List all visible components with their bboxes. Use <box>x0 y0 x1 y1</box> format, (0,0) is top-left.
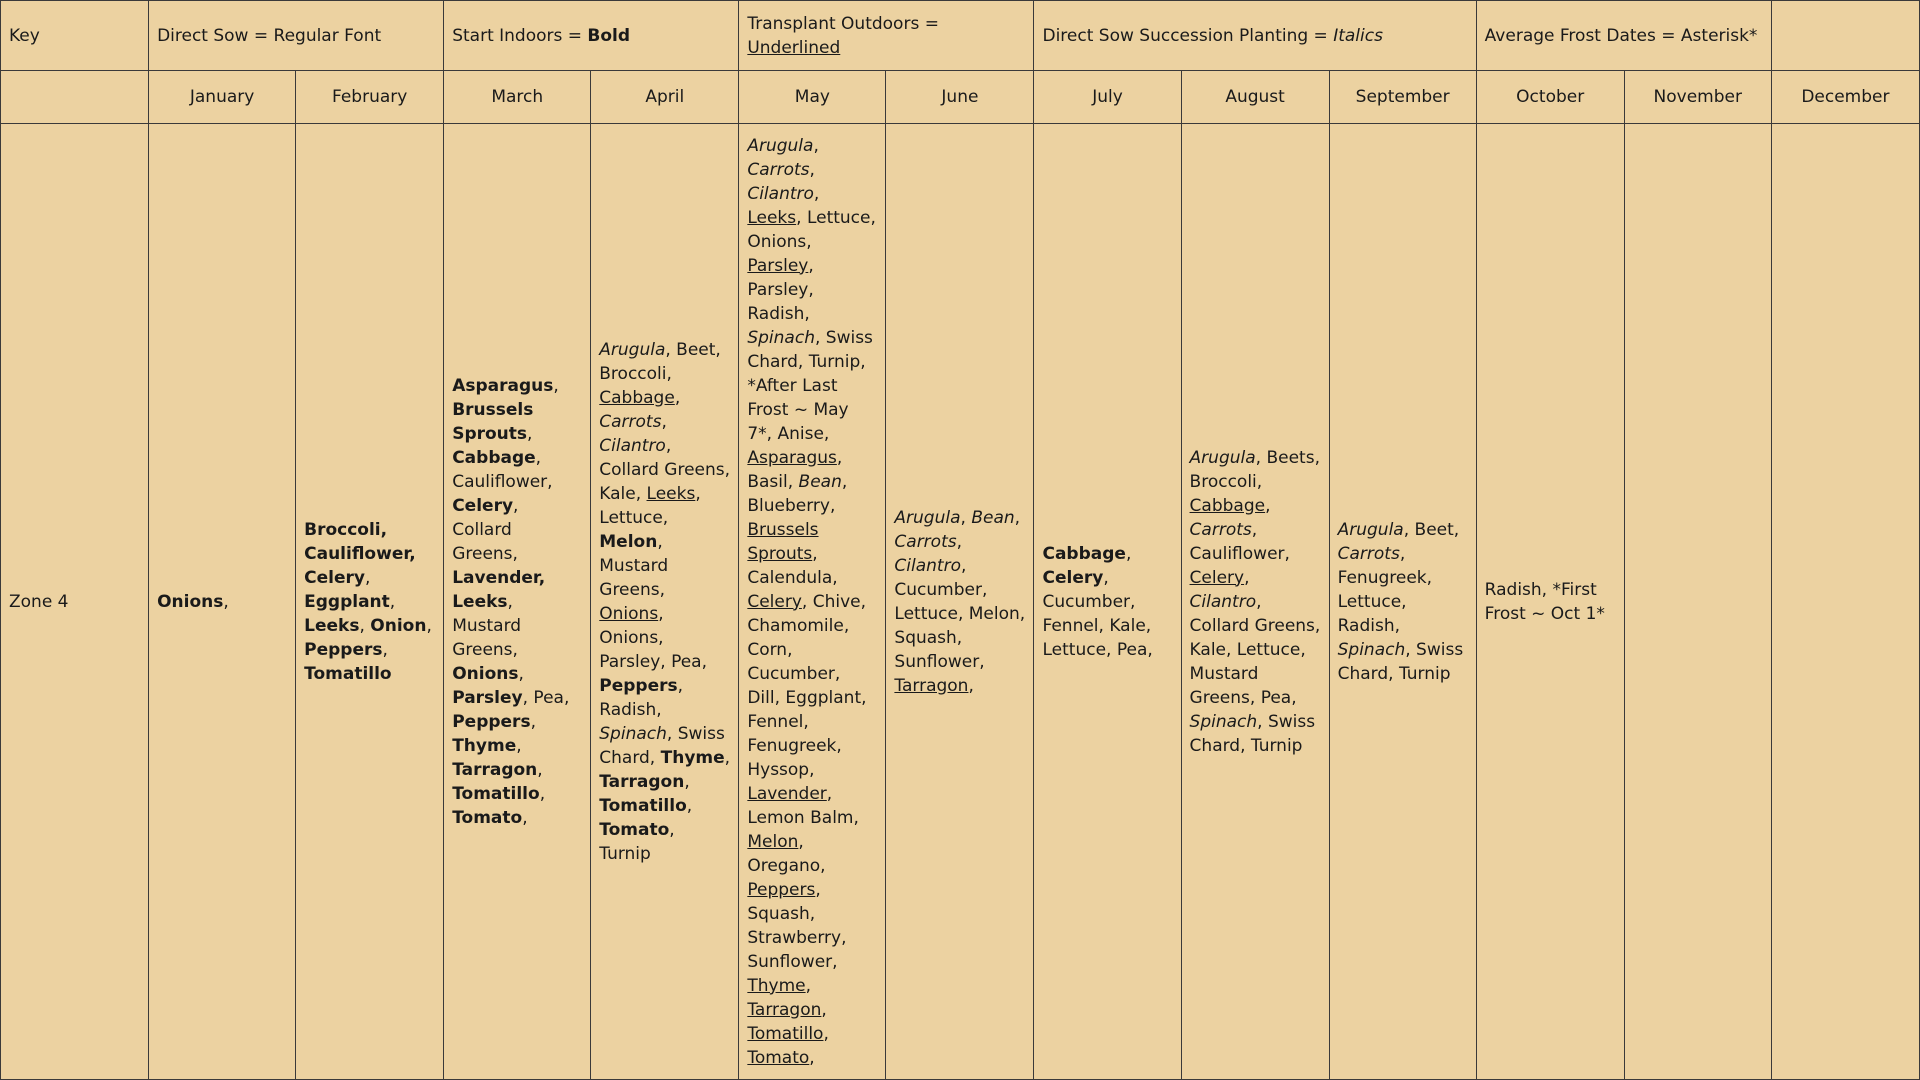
text-run: Cabbage <box>1189 495 1266 516</box>
key-start-indoors-cell <box>444 1 739 71</box>
text-run: Tomatillo <box>452 783 540 804</box>
text-run: Lavender, Leeks <box>452 567 546 612</box>
text-run: , <box>684 771 690 792</box>
text-run: Arugula <box>894 507 961 528</box>
text-run: , <box>553 375 559 396</box>
text-run: , Swiss Chard, Turnip <box>1189 711 1316 756</box>
text-run: , Cauliflower, <box>1189 519 1290 564</box>
text-run: Tomato <box>599 819 670 840</box>
text-run: , Radish, <box>599 675 684 720</box>
text-run: Tomatillo <box>747 1023 824 1044</box>
text-run: Bean <box>971 507 1015 528</box>
text-run: Lavender <box>747 783 827 804</box>
key-transplant-outdoors-cell <box>739 1 1034 71</box>
text-run: Tarragon <box>894 675 969 696</box>
zone-cell-november <box>1624 124 1771 1080</box>
month-header-april: April <box>591 71 739 124</box>
text-run: , Swiss Chard, <box>599 723 725 768</box>
text-run: , <box>527 423 533 444</box>
text-run: , Mustard Greens, <box>452 591 522 660</box>
key-frost-dates <box>1485 26 1758 46</box>
plant-list-january <box>157 592 229 612</box>
text-run: Cabbage <box>452 447 536 468</box>
month-header-september: September <box>1329 71 1476 124</box>
text-run: Cilantro <box>747 183 814 204</box>
text-run: Celery <box>452 495 514 516</box>
text-run: , Calendula, <box>747 543 838 588</box>
text-run: Cabbage <box>599 387 675 408</box>
text-run: , <box>813 135 819 156</box>
text-run: Carrots <box>894 531 957 552</box>
text-run: , <box>223 591 229 612</box>
text-run: , <box>539 783 546 804</box>
text-run: , Collard Greens, <box>452 495 519 564</box>
text-run: Carrots <box>1337 543 1400 564</box>
key-succession-planting <box>1042 26 1382 46</box>
text-run: Underlined <box>747 37 841 58</box>
text-run: Peppers <box>599 675 678 696</box>
zone-cell-july <box>1034 124 1181 1080</box>
zone-cell-april <box>591 124 739 1080</box>
text-run: , <box>426 615 432 636</box>
text-run: Spinach <box>747 327 815 348</box>
text-run: , Beet, <box>1403 519 1460 540</box>
text-run: Asparagus <box>747 447 837 468</box>
text-run: Spinach <box>1189 711 1258 732</box>
text-run: Arugula <box>1337 519 1404 540</box>
zone-cell-august <box>1181 124 1329 1080</box>
key-row <box>1 1 1920 71</box>
text-run: , <box>686 795 693 816</box>
text-run: , <box>389 591 396 612</box>
text-run: Carrots <box>1189 519 1252 540</box>
plant-list-february <box>304 520 432 684</box>
text-run: Bold <box>587 25 631 46</box>
text-run: Thyme <box>452 735 517 756</box>
text-run: , <box>530 711 536 732</box>
text-run: Cilantro <box>1189 591 1257 612</box>
text-run: , Beets, Broccoli, <box>1189 447 1320 492</box>
key-direct-sow <box>157 26 381 46</box>
plant-list-june <box>894 508 1025 696</box>
month-header-january: January <box>149 71 296 124</box>
text-run: , <box>960 507 972 528</box>
key-empty-cell <box>1771 1 1919 71</box>
text-run: Bean <box>798 471 842 492</box>
month-header-october: October <box>1476 71 1624 124</box>
text-run: Direct Sow = Regular Font <box>157 25 382 46</box>
text-run: Leeks <box>747 207 797 228</box>
month-header-june: June <box>886 71 1034 124</box>
text-run: Spinach <box>599 723 667 744</box>
text-run: , Cucumber, Fennel, Kale, Lettuce, Pea, <box>1042 567 1153 660</box>
text-run: Celery <box>1189 567 1245 588</box>
text-run: Thyme <box>747 975 806 996</box>
text-run: , <box>537 759 543 780</box>
text-run: Italics <box>1333 25 1383 46</box>
month-header-row <box>1 71 1920 124</box>
text-run: Key <box>9 25 40 46</box>
key-frost-dates-cell <box>1476 1 1771 71</box>
text-run: , <box>518 663 524 684</box>
zone-cell-january <box>149 124 296 1080</box>
text-run: Average Frost Dates = Asterisk* <box>1484 25 1758 46</box>
text-run: , Fenugreek, Lettuce, Radish, <box>1337 543 1433 636</box>
text-run: , Swiss Chard, Turnip <box>1337 639 1464 684</box>
text-run: , <box>823 1023 829 1044</box>
zone-cell-september <box>1329 124 1476 1080</box>
text-run: , <box>1265 495 1271 516</box>
key-label-cell <box>1 1 149 71</box>
text-run: Cabbage <box>1042 543 1126 564</box>
zone-label: Zone 4 <box>1 124 149 1080</box>
text-run: Cilantro <box>599 435 666 456</box>
text-run: Onions <box>157 591 224 612</box>
text-run: , Basil, <box>747 447 843 492</box>
text-run: , Onions, Parsley, Pea, <box>599 603 707 672</box>
text-run: , <box>522 807 528 828</box>
month-header-february: February <box>296 71 444 124</box>
text-run: , <box>364 567 371 588</box>
text-run: , Cauliflower, <box>452 447 553 492</box>
month-header-december: December <box>1771 71 1919 124</box>
plant-list-august <box>1190 448 1321 756</box>
text-run: , <box>359 615 371 636</box>
zone-cell-june <box>886 124 1034 1080</box>
month-header-november: November <box>1624 71 1771 124</box>
text-run: , Cucumber, Lettuce, Melon, Squash, Sunflower, <box>894 555 1026 672</box>
zone-cell-february <box>296 124 444 1080</box>
text-run: , <box>968 675 974 696</box>
zone-cell-may <box>739 124 886 1080</box>
text-run: Carrots <box>599 411 662 432</box>
text-run: Onions <box>599 603 659 624</box>
zone-cell-december <box>1771 124 1919 1080</box>
text-run: , <box>813 183 820 204</box>
text-run: , <box>1014 507 1021 528</box>
text-run: , Lettuce, <box>599 483 701 528</box>
text-run: , Swiss Chard, Turnip, *After Last Frost ~ May 7*, Anise, <box>747 327 873 444</box>
text-run: , <box>805 975 811 996</box>
key-direct-sow-cell <box>149 1 444 71</box>
text-run: Direct Sow Succession Planting = <box>1042 25 1334 46</box>
text-run: , Turnip <box>599 819 675 864</box>
zone-row <box>1 124 1920 1080</box>
text-run: Brussels Sprouts <box>452 399 534 444</box>
text-run: Onion <box>370 615 427 636</box>
month-header-corner <box>1 71 149 124</box>
key-transplant-outdoors <box>747 14 939 58</box>
text-run: , Parsley, Radish, <box>747 255 814 324</box>
text-run: , <box>809 1047 815 1068</box>
text-run: , <box>809 159 815 180</box>
text-run: , Blueberry, <box>747 471 848 516</box>
text-run: Arugula <box>747 135 814 156</box>
text-run: , <box>1125 543 1132 564</box>
text-run: Thyme <box>660 747 725 768</box>
text-run: , Collard Greens, Kale, <box>599 435 731 504</box>
text-run: Spinach <box>1337 639 1406 660</box>
text-run: Onions <box>452 663 519 684</box>
key-start-indoors <box>452 26 630 46</box>
text-run: , <box>674 387 681 408</box>
text-run: , Oregano, <box>747 831 826 876</box>
text-run: Start Indoors = <box>452 25 588 46</box>
month-header-july: July <box>1034 71 1181 124</box>
text-run: , Collard Greens, Kale, Lettuce, Mustard Greens, Pea, <box>1189 591 1321 708</box>
zone-cell-march <box>444 124 591 1080</box>
text-run: Peppers <box>452 711 531 732</box>
month-header-may: May <box>739 71 886 124</box>
month-header-march: March <box>444 71 591 124</box>
plant-list-october <box>1485 580 1605 624</box>
text-run: Tomato <box>452 807 523 828</box>
text-run: Transplant Outdoors = <box>747 13 939 34</box>
text-run: , Lettuce, Onions, <box>747 207 876 252</box>
text-run: , Lemon Balm, <box>747 783 859 828</box>
text-run: Tomatillo <box>599 795 687 816</box>
text-run: Cilantro <box>894 555 961 576</box>
plant-list-may <box>747 136 876 1068</box>
text-run: Asparagus <box>452 375 554 396</box>
text-run: , <box>821 999 827 1020</box>
plant-list-march <box>452 376 569 828</box>
text-run: Celery <box>1042 567 1104 588</box>
text-run: , Squash, Strawberry, Sunflower, <box>747 879 847 972</box>
text-run: Tarragon <box>452 759 538 780</box>
text-run: Brussels Sprouts <box>747 519 819 564</box>
key-succession-planting-cell <box>1034 1 1476 71</box>
text-run: Peppers <box>304 639 383 660</box>
text-run: , <box>382 639 388 660</box>
key-label <box>9 26 40 46</box>
text-run: Parsley <box>747 255 809 276</box>
text-run: Tarragon <box>599 771 685 792</box>
text-run: Tomatillo <box>304 663 392 684</box>
text-run: , <box>1244 567 1250 588</box>
text-run: Celery <box>747 591 802 612</box>
text-run: Melon <box>599 531 658 552</box>
text-run: Arugula <box>1189 447 1256 468</box>
zone-cell-october <box>1476 124 1624 1080</box>
text-run: Tarragon <box>747 999 822 1020</box>
text-run: Broccoli, Cauliflower, Celery <box>304 519 416 588</box>
month-header-august: August <box>1181 71 1329 124</box>
text-run: , Chive, Chamomile, Corn, Cucumber, Dill, Eggplant, Fennel, Fenugreek, Hyssop, <box>747 591 867 780</box>
text-run: Radish, *First Frost ~ Oct 1* <box>1484 579 1605 624</box>
text-run: Parsley <box>452 687 523 708</box>
text-run: Eggplant <box>304 591 390 612</box>
text-run: Tomato <box>747 1047 810 1068</box>
text-run: , <box>661 411 667 432</box>
text-run: , Pea, <box>522 687 570 708</box>
text-run: Arugula <box>599 339 666 360</box>
text-run: Melon <box>747 831 799 852</box>
text-run: , Mustard Greens, <box>599 531 669 600</box>
plant-list-april <box>599 340 730 864</box>
text-run: Leeks <box>646 483 696 504</box>
text-run: , <box>724 747 731 768</box>
text-run: Leeks <box>304 615 360 636</box>
text-run: Carrots <box>747 159 810 180</box>
plant-list-september <box>1338 520 1464 684</box>
text-run: , Beet, Broccoli, <box>599 339 721 384</box>
text-run: Peppers <box>747 879 816 900</box>
text-run: , <box>956 531 963 552</box>
text-run: , <box>516 735 522 756</box>
plant-list-july <box>1042 544 1152 660</box>
